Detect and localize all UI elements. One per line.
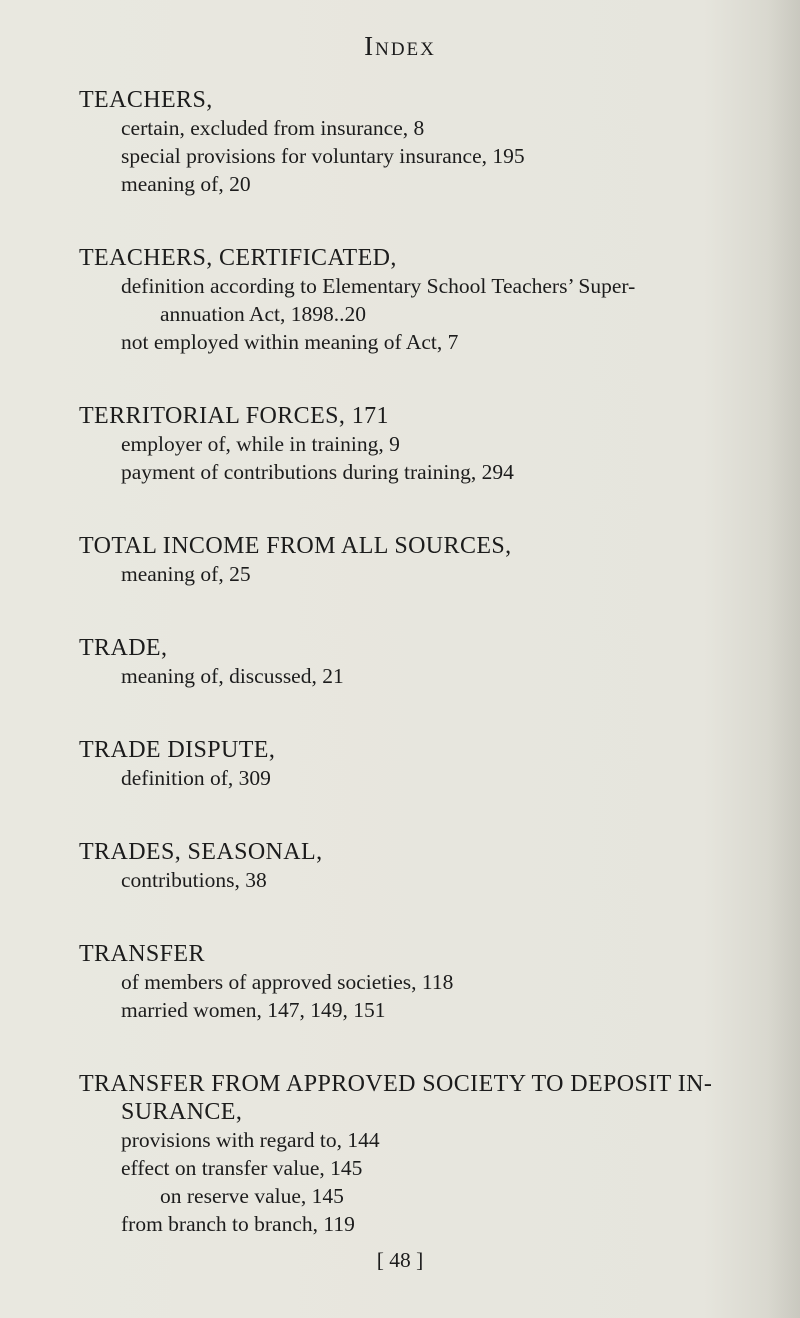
subentry: meaning of, 20 [121, 172, 251, 196]
subentry-indented: on reserve value, 145 [160, 1184, 344, 1208]
subentry: definition according to Elementary School Teachers’ Super- [121, 274, 636, 298]
entry-heading: TRADES, SEASONAL, [79, 839, 323, 865]
subentry: effect on transfer value, 145 [121, 1156, 363, 1180]
entry-heading: TRANSFER [79, 941, 205, 967]
index-entry-transfer [0, 940, 800, 1024]
subentry: provisions with regard to, 144 [121, 1128, 380, 1152]
subentry-continuation: annuation Act, 1898..20 [160, 302, 367, 326]
entry-heading: TRADE, [79, 635, 168, 661]
subentry: special provisions for voluntary insurance, 195 [121, 144, 525, 168]
subentry: of members of approved societies, 118 [121, 970, 454, 994]
index-entry-teachers [0, 86, 800, 198]
entry-gap [0, 1024, 800, 1070]
entry-gap [0, 894, 800, 940]
subentry: meaning of, 25 [121, 562, 251, 586]
entry-heading: TEACHERS, [79, 87, 213, 113]
entry-heading: TRANSFER FROM APPROVED SOCIETY TO DEPOSIT IN- [79, 1071, 713, 1097]
index-entry-total-income [0, 532, 800, 588]
entry-heading: TRADE DISPUTE, [79, 737, 276, 763]
entry-gap [0, 356, 800, 402]
entry-gap [0, 792, 800, 838]
page-number: [ 48 ] [376, 1248, 424, 1272]
subentry: certain, excluded from insurance, 8 [121, 116, 425, 140]
subentry: meaning of, discussed, 21 [121, 664, 344, 688]
subentry: not employed within meaning of Act, 7 [121, 330, 459, 354]
index-entries [0, 86, 800, 1238]
running-head: Index [364, 31, 436, 61]
entry-gap [0, 690, 800, 736]
subentry: payment of contributions during training, 294 [121, 460, 514, 484]
entry-heading: TERRITORIAL FORCES, 171 [79, 403, 389, 429]
subentry: from branch to branch, 119 [121, 1212, 355, 1236]
index-entry-transfer-from-approved-society [0, 1070, 800, 1238]
index-entry-teachers-certificated [0, 244, 800, 356]
index-entry-territorial-forces [0, 402, 800, 486]
subentry: married women, 147, 149, 151 [121, 998, 386, 1022]
entry-heading: TOTAL INCOME FROM ALL SOURCES, [79, 533, 512, 559]
index-entry-trade [0, 634, 800, 690]
heading-continuation-text: SURANCE, [121, 1099, 243, 1125]
entry-heading: TEACHERS, CERTIFICATED, [79, 245, 397, 271]
subentry: definition of, 309 [121, 766, 271, 790]
entry-gap [0, 588, 800, 634]
index-entry-trades-seasonal [0, 838, 800, 894]
entry-gap [0, 198, 800, 244]
entry-gap [0, 486, 800, 532]
index-entry-trade-dispute [0, 736, 800, 792]
subentry: contributions, 38 [121, 868, 267, 892]
subentry: employer of, while in training, 9 [121, 432, 400, 456]
entry-heading-continuation [0, 1098, 800, 1126]
